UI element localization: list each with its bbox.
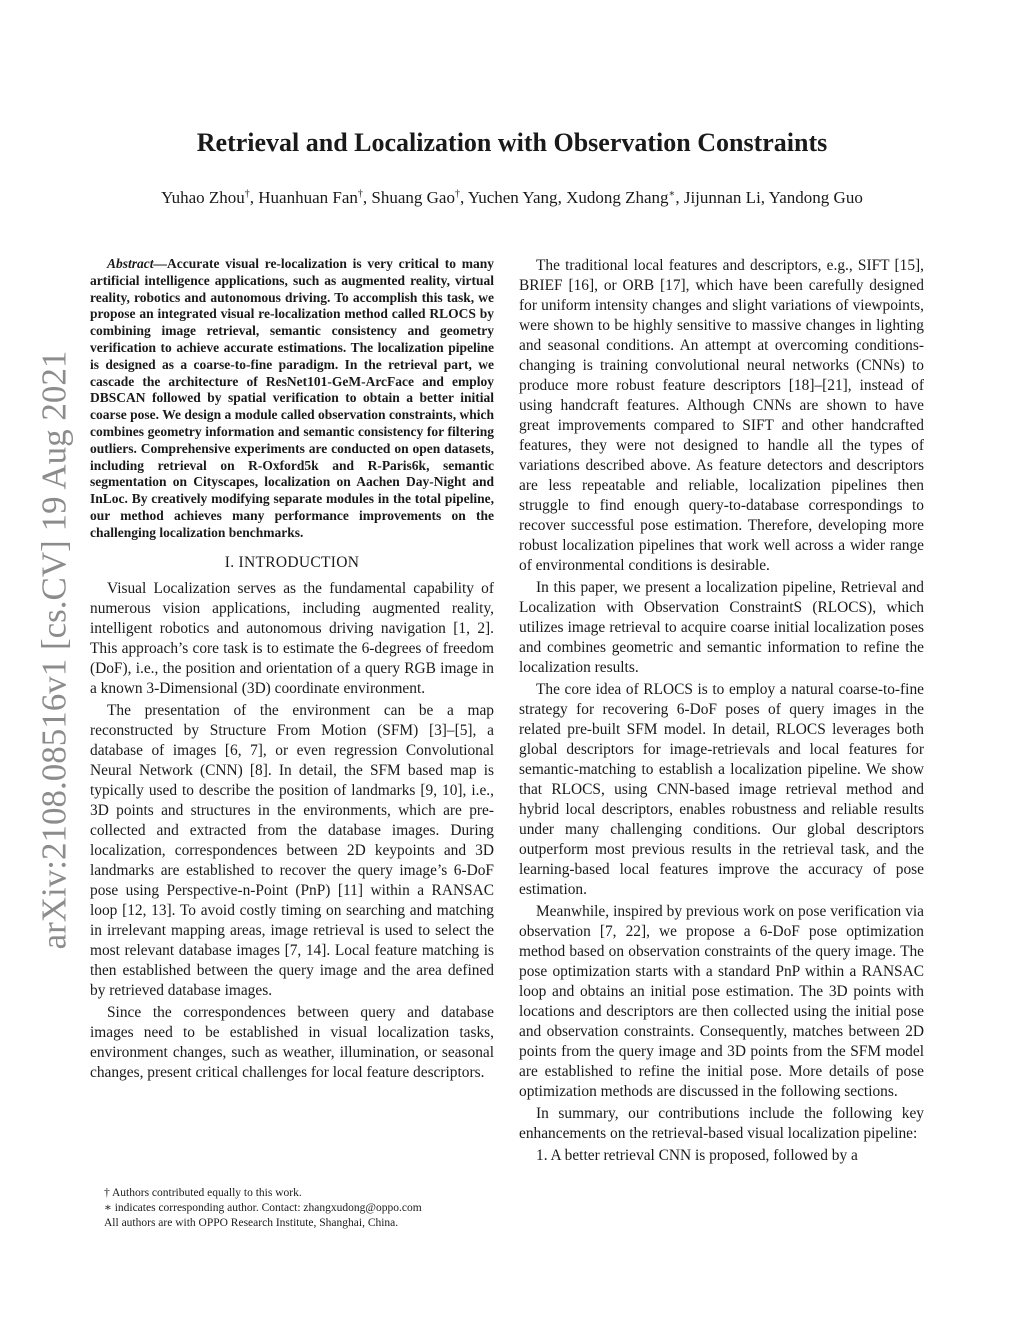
paragraph: Meanwhile, inspired by previous work on pose verification via observation [7, 22], we propose a 6-DoF pose optimization method based on observation constraints of the query image. The pose optimization starts with a standard PnP within a RANSAC loop and obtains an initial pose estimation. The 3D points with locations and descriptors are then collected using the initial pose and observation constraints. Consequently, matches between 2D points from the query image and 3D points from the SFM model are established to refine the initial pose. More details of pose optimization methods are discussed in the following sections. (519, 903, 924, 1100)
paragraph: Since the correspondences between query and database images need to be established in visual localization tasks, environment changes, such as weather, illumination, or seasonal changes, present critical challenges for local feature descriptors. (90, 1003, 494, 1081)
arxiv-identifier-text: arXiv:2108.08516v1 [cs.CV] 19 Aug 2021 (34, 350, 74, 950)
section-heading-introduction: I. INTRODUCTION (224, 553, 360, 571)
footnote: All authors are with OPPO Research Institute, Shanghai, China. (104, 1217, 399, 1229)
paragraph: The presentation of the environment can be a map reconstructed by Structure From Motion (SFM) [3]–[5], a database of images [6, 7], or even regression Convolutional Neural Network (CNN) [8]. In detail, the SFM based map is typically used to describe the position of landmarks [9, 10], i.e., 3D points and structures in the environments, which are pre-collected and extracted from the database images. During localization, correspondences between 2D keypoints and 3D landmarks are established to recover the query image’s 6-DoF pose using Perspective-n-Point (PnP) [11] within a RANSAC loop [12, 13]. To avoid costly timing on searching and matching in irrelevant mapping areas, image retrieval is used to select the most relevant database images [7, 14]. Local feature matching is then established between the query image and the area defined by retrieved database images. (90, 701, 494, 999)
footnote: ∗ indicates corresponding author. Contact: zhangxudong@oppo.com (104, 1202, 422, 1214)
author: Shuang Gao† (371, 188, 460, 207)
paper-title: Retrieval and Localization with Observation Constraints (196, 128, 828, 157)
author: Yuhao Zhou† (161, 188, 250, 207)
arxiv-side-identifier (30, 350, 78, 950)
paragraph: The traditional local features and descriptors, e.g., SIFT [15], BRIEF [16], or ORB [17], which have been carefully designed for uniform intensity changes and slight variations of viewpoints, were shown to be highly sensitive to massive changes in lighting and seasonal conditions. An attempt at overcoming conditions-changing is training convolutional neural networks (CNNs) to produce more robust feature descriptors [18]–[21], instead of using handcraft features. Although CNNs are shown to have great improvements compared to SIFT and other handcrafted features, they were not designed to handle all the types of variations described above. As feature detectors and descriptors are less repeatable and reliable, localization pipelines then struggle to find enough query-to-database correspondings to recover successful pose estimation. Therefore, developing more robust localization pipelines that work well across a wider range of environmental conditions is desirable. (519, 257, 924, 574)
author: Xudong Zhang∗ (566, 188, 676, 207)
right-column (519, 256, 924, 1167)
author: Jijunnan Li (683, 188, 761, 207)
paragraph: In summary, our contributions include the following key enhancements on the retrieval-based visual localization pipeline: (519, 1105, 924, 1142)
abstract (90, 256, 494, 542)
footnotes (90, 1186, 494, 1231)
author: Yuchen Yang (467, 188, 558, 207)
paragraph: In this paper, we present a localization pipeline, Retrieval and Localization with Observation ConstraintS (RLOCS), which utilizes image retrieval to acquire coarse initial localization poses and combines geometric and semantic information to refine the localization results. (519, 579, 924, 676)
left-column (90, 256, 494, 1084)
introduction-body (90, 579, 494, 1083)
paragraph: Visual Localization serves as the fundamental capability of numerous vision applications, including augmented reality, intelligent robotics and autonomous driving navigation [1, 2]. This approach’s core task is to estimate the 6-degrees of freedom (DoF), i.e., the position and orientation of a query RGB image in a known 3-Dimensional (3D) coordinate environment. (90, 579, 494, 697)
author-list: Yuhao Zhou†, Huanhuan Fan†, Shuang Gao†, Yuchen Yang, Xudong Zhang∗, Jijunnan Li, Yandong Guo (161, 188, 863, 207)
abstract-label: Abstract— (107, 256, 168, 271)
author: Huanhuan Fan† (258, 188, 363, 207)
paragraph: The core idea of RLOCS is to employ a natural coarse-to-fine strategy for recovering 6-DoF poses of query images in the related pre-built SFM model. In detail, RLOCS leverages both global descriptors for image-retrievals and local features for semantic-matching to establish a localization pipeline. We show that RLOCS, using CNN-based image retrieval method and hybrid local descriptors, enables robustness and reliable results under many challenging conditions. Our global descriptors outperform most previous results in the retrieval task, and the learning-based local features improve the accuracy of pose estimation. (519, 681, 924, 898)
paragraph: 1. A better retrieval CNN is proposed, followed by a (536, 1147, 858, 1164)
author: Yandong Guo (768, 188, 863, 207)
abstract-text: Accurate visual re-localization is very critical to many artificial intelligence applications, such as augmented reality, virtual reality, robotics and autonomous driving. To accomplish this task, we propose an integrated visual re-localization method called RLOCS by combining image retrieval, semantic consistency and geometry verification to achieve accurate estimations. The localization pipeline is designed as a coarse-to-fine paradigm. In the retrieval part, we cascade the architecture of ResNet101-GeM-ArcFace and employ DBSCAN followed by spatial verification to obtain a better initial coarse pose. We design a module called observation constraints, which combines geometry information and semantic consistency for filtering outliers. Comprehensive experiments are conducted on open datasets, including retrieval on R-Oxford5k and R-Paris6k, semantic segmentation on Cityscapes, localization on Aachen Day-Night and InLoc. By creatively modifying separate modules in the total pipeline, our method achieves many performance improvements on the challenging localization benchmarks. (90, 256, 494, 540)
footnote: † Authors contributed equally to this work. (104, 1187, 302, 1199)
